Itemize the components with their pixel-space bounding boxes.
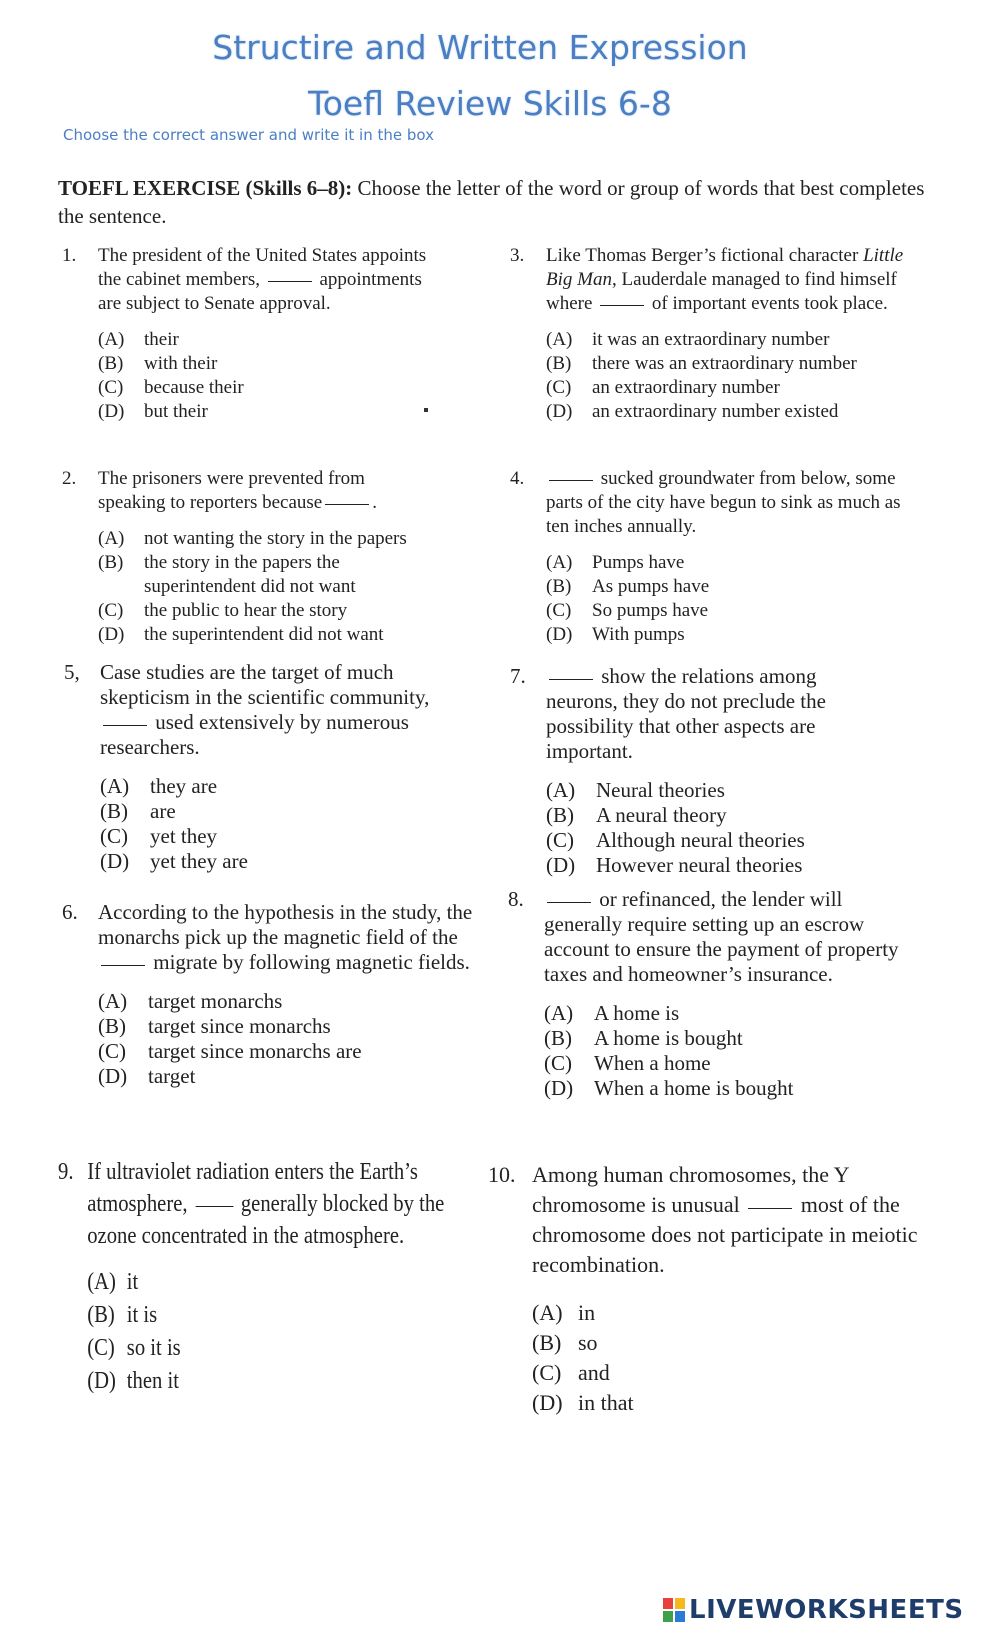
answer-blank [268, 280, 312, 282]
option-text: an extraordinary number existed [592, 401, 839, 422]
option-a[interactable] [98, 989, 502, 1014]
option-letter: (D) [546, 401, 573, 422]
option-text: Although neural theories [596, 828, 805, 852]
option-b[interactable] [100, 799, 494, 824]
option-text: target since monarchs are [148, 1039, 362, 1063]
option-list [546, 551, 920, 647]
question-stem [546, 467, 908, 539]
option-text: so it is [126, 1335, 181, 1361]
question-number: 5, [64, 660, 80, 684]
stray-mark [424, 408, 428, 412]
option-b[interactable] [98, 551, 478, 599]
question-stem [100, 660, 480, 760]
stem-text: or refinanced, the lender will generally require setting up an escrow account to ensure the payment of property taxes and homeowner’s insurance. [544, 887, 899, 986]
option-text: the story in the papers the superintendent did not want [144, 552, 356, 597]
option-letter: (D) [98, 624, 125, 645]
option-list [98, 328, 462, 424]
instruction-text: Choose the correct answer and write it in the box [63, 126, 434, 144]
option-list [98, 527, 478, 647]
option-letter: (D) [100, 849, 130, 873]
stem-text: of important events took place. [651, 293, 888, 314]
option-list [100, 774, 494, 874]
stem-text: Like Thomas Berger’s fictional character [546, 245, 859, 266]
option-text: the superintendent did not want [144, 624, 384, 645]
stem-text: According to the hypothesis in the study, the monarchs pick up the magnetic field of the [98, 900, 473, 949]
option-d[interactable] [98, 400, 462, 424]
option-list [546, 778, 930, 878]
option-d[interactable] [532, 1388, 928, 1418]
question-stem [98, 900, 490, 975]
question-stem [87, 1156, 448, 1252]
question-4 [510, 467, 920, 647]
option-text: A home is bought [594, 1026, 743, 1050]
option-b[interactable] [546, 352, 920, 376]
question-number: 8. [508, 887, 524, 911]
option-letter: (C) [98, 600, 124, 621]
option-list [546, 328, 920, 424]
option-letter: (A) [546, 329, 573, 350]
option-letter: (B) [532, 1330, 562, 1355]
question-number: 10. [488, 1162, 516, 1187]
option-a[interactable] [544, 1001, 938, 1026]
option-b[interactable] [546, 575, 920, 599]
option-text: their [144, 329, 179, 350]
logo-square [663, 1611, 673, 1622]
question-number: 7. [510, 664, 526, 688]
option-text: with their [144, 353, 218, 374]
option-a[interactable] [546, 778, 930, 803]
option-text: in that [578, 1390, 634, 1415]
question-2 [62, 467, 482, 647]
option-c[interactable] [98, 1039, 502, 1064]
stem-text: sucked groundwater from below, some parts of the city have begun to sink as much as ten inches annually. [546, 468, 901, 537]
option-c[interactable] [546, 599, 920, 623]
option-a[interactable] [100, 774, 494, 799]
option-text: because their [144, 377, 244, 398]
option-text: yet they [150, 824, 218, 848]
question-7 [510, 664, 930, 878]
option-a[interactable] [546, 551, 920, 575]
option-letter: (A) [544, 1001, 574, 1025]
option-letter: (B) [100, 799, 128, 823]
option-letter: (B) [98, 353, 124, 374]
stem-text: used extensively by numerous researchers. [100, 710, 409, 759]
question-stem [532, 1160, 922, 1280]
option-b[interactable] [98, 352, 462, 376]
stem-text: . [372, 492, 377, 513]
option-text: target monarchs [148, 989, 283, 1013]
option-a[interactable] [98, 527, 478, 551]
option-text: target since monarchs [148, 1014, 331, 1038]
answer-blank [325, 503, 369, 505]
option-letter: (A) [98, 989, 128, 1013]
option-text: A neural theory [596, 803, 727, 827]
option-c[interactable] [100, 824, 494, 849]
stem-italic-title: Little Big Man [546, 245, 904, 290]
option-c[interactable] [98, 599, 478, 623]
option-text: When a home [594, 1051, 711, 1075]
option-text: are [150, 799, 176, 823]
answer-blank [547, 901, 591, 903]
option-letter: (A) [98, 528, 125, 549]
worksheet-title: Structire and Written Expression [212, 28, 748, 67]
option-letter: (D) [546, 624, 573, 645]
option-letter: (D) [87, 1368, 116, 1394]
option-a[interactable] [546, 328, 920, 352]
option-c[interactable] [87, 1332, 419, 1365]
option-b[interactable] [532, 1328, 928, 1358]
logo-square [675, 1598, 685, 1609]
option-d[interactable] [87, 1365, 419, 1398]
exercise-intro-heading: TOEFL EXERCISE (Skills 6–8): [58, 176, 353, 200]
option-letter: (C) [532, 1360, 562, 1385]
option-letter: (A) [100, 774, 130, 798]
option-d[interactable] [546, 400, 920, 424]
option-letter: (B) [546, 803, 574, 827]
stem-text: show the relations among neurons, they do not preclude the possibility that other aspects are important. [546, 664, 826, 763]
option-a[interactable] [87, 1266, 419, 1299]
option-text: there was an extraordinary number [592, 353, 857, 374]
option-text: an extraordinary number [592, 377, 780, 398]
logo-square [663, 1598, 673, 1609]
option-letter: (C) [100, 824, 128, 848]
option-text: but their [144, 401, 208, 422]
option-letter: (C) [544, 1051, 572, 1075]
question-6 [62, 900, 502, 1089]
stem-text: Case studies are the target of much skepticism in the scientific community, [100, 660, 430, 709]
question-number: 6. [62, 900, 78, 924]
option-d[interactable] [98, 623, 478, 647]
option-b[interactable] [546, 803, 930, 828]
option-letter: (A) [87, 1269, 116, 1295]
option-letter: (C) [98, 377, 124, 398]
option-d[interactable] [100, 849, 494, 874]
option-text: they are [150, 774, 218, 798]
option-text: However neural theories [596, 853, 803, 877]
option-list [532, 1298, 928, 1418]
option-d[interactable] [544, 1076, 938, 1101]
option-text: When a home is bought [594, 1076, 794, 1100]
option-d[interactable] [546, 623, 920, 647]
option-d[interactable] [546, 853, 930, 878]
option-b[interactable] [87, 1299, 419, 1332]
option-letter: (D) [546, 853, 576, 877]
question-number: 2. [62, 468, 77, 489]
question-8 [508, 887, 938, 1101]
option-d[interactable] [98, 1064, 502, 1089]
option-letter: (A) [98, 329, 125, 350]
question-stem [98, 467, 428, 515]
option-text: in [578, 1300, 596, 1325]
answer-blank [101, 964, 145, 966]
option-text: A home is [594, 1001, 680, 1025]
stem-text: appointments are subject to Senate approval. [98, 269, 422, 314]
option-c[interactable] [546, 376, 920, 400]
option-b[interactable] [544, 1026, 938, 1051]
option-letter: (D) [544, 1076, 574, 1100]
exercise-intro-text: Choose the letter of the word or group of words that best completes the sentence. [58, 176, 925, 228]
option-letter: (C) [87, 1335, 115, 1361]
option-text: it [126, 1269, 139, 1295]
option-letter: (A) [546, 552, 573, 573]
liveworksheets-logo[interactable] [663, 1593, 964, 1627]
option-list [98, 989, 502, 1089]
brand-name: LIVEWORKSHEETS [689, 1595, 964, 1625]
stem-text: If ultraviolet radiation enters the Earth’s atmosphere, [87, 1159, 418, 1217]
option-letter: (D) [98, 1064, 128, 1088]
option-letter: (A) [532, 1300, 563, 1325]
option-c[interactable] [532, 1358, 928, 1388]
option-text: and [578, 1360, 610, 1385]
answer-blank [195, 1205, 233, 1207]
stem-text: most of the chromosome does not participate in meiotic recombination. [532, 1192, 918, 1277]
option-letter: (C) [546, 377, 572, 398]
option-letter: (A) [546, 778, 576, 802]
question-number: 9. [58, 1159, 74, 1185]
question-stem [546, 244, 906, 316]
option-letter: (C) [546, 828, 574, 852]
option-letter: (B) [98, 1014, 126, 1038]
option-letter: (B) [544, 1026, 572, 1050]
option-letter: (D) [532, 1390, 563, 1415]
answer-blank [549, 479, 593, 481]
logo-square [675, 1611, 685, 1622]
option-text: yet they are [150, 849, 248, 873]
option-letter: (B) [546, 353, 572, 374]
stem-text: The president of the United States appoints the cabinet members, [98, 245, 427, 290]
answer-blank [600, 304, 644, 306]
option-text: not wanting the story in the papers [144, 528, 407, 549]
question-number: 4. [510, 468, 525, 489]
option-text: So pumps have [592, 600, 709, 621]
option-text: then it [126, 1368, 179, 1394]
question-9 [58, 1156, 445, 1398]
option-text: Pumps have [592, 552, 685, 573]
stem-text: The prisoners were prevented from speaking to reporters because [98, 468, 365, 513]
option-text: it is [126, 1302, 158, 1328]
question-stem [544, 887, 916, 987]
option-a[interactable] [532, 1298, 928, 1328]
stem-text: , Lauderdale managed to find himself where [546, 269, 897, 314]
option-a[interactable] [98, 328, 462, 352]
question-5 [64, 660, 494, 874]
question-1 [62, 244, 462, 424]
question-number: 3. [510, 245, 525, 266]
worksheet-subtitle: Toefl Review Skills 6-8 [308, 84, 672, 123]
option-letter: (C) [546, 600, 572, 621]
option-list [544, 1001, 938, 1101]
option-c[interactable] [544, 1051, 938, 1076]
option-text: so [578, 1330, 598, 1355]
option-letter: (C) [98, 1039, 126, 1063]
answer-blank [103, 724, 147, 726]
option-c[interactable] [546, 828, 930, 853]
exercise-intro [58, 174, 948, 230]
question-3 [510, 244, 920, 424]
option-text: Neural theories [596, 778, 725, 802]
option-b[interactable] [98, 1014, 502, 1039]
option-c[interactable] [98, 376, 462, 400]
stem-text: generally blocked by the ozone concentrated in the atmosphere. [87, 1191, 445, 1249]
question-number: 1. [62, 245, 77, 266]
question-stem [546, 664, 886, 764]
question-stem [98, 244, 428, 316]
answer-blank [748, 1207, 792, 1209]
stem-text: Among human chromosomes, the Y chromosome is unusual [532, 1162, 849, 1217]
option-letter: (B) [87, 1302, 115, 1328]
option-letter: (B) [98, 552, 124, 573]
logo-grid-icon [663, 1598, 685, 1622]
answer-blank [549, 678, 593, 680]
option-text: it was an extraordinary number [592, 329, 830, 350]
option-list [87, 1266, 419, 1398]
stem-text: migrate by following magnetic fields. [153, 950, 470, 974]
question-10 [488, 1160, 928, 1418]
option-text: With pumps [592, 624, 685, 645]
option-text: target [148, 1064, 196, 1088]
option-letter: (D) [98, 401, 125, 422]
option-text: As pumps have [592, 576, 710, 597]
option-letter: (B) [546, 576, 572, 597]
option-text: the public to hear the story [144, 600, 348, 621]
